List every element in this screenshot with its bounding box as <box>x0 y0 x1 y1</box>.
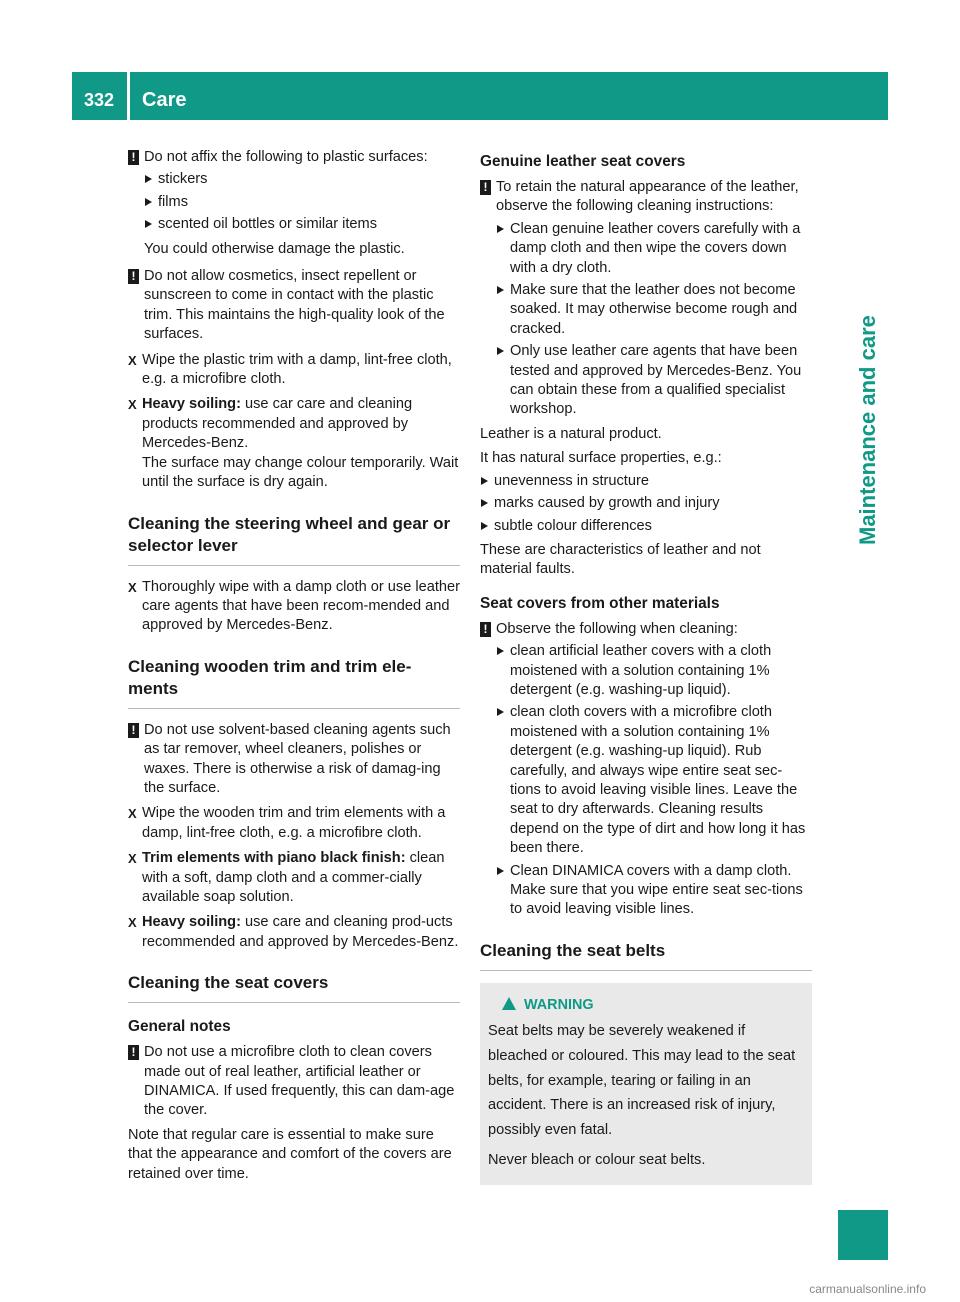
warning-triangle-icon <box>502 997 516 1010</box>
caution-note <box>128 1043 460 1121</box>
list-item: Clean DINAMICA covers with a damp cloth. Make sure that you wipe entire seat sec-tions to avoid leaving visible lines. <box>496 862 812 920</box>
step-arrow-icon: X <box>128 352 137 368</box>
step-text: Thoroughly wipe with a damp cloth or use leather care agents that have been recom-mended and approved by Mercedes-Benz. <box>142 578 460 634</box>
caution-note <box>128 267 460 345</box>
list-item: stickers <box>144 170 460 189</box>
step-arrow-icon: X <box>128 851 137 867</box>
list-item: subtle colour differences <box>480 517 812 536</box>
subsection-heading: Seat covers from other materials <box>480 594 720 612</box>
section-heading: Cleaning the steering wheel and gear or selector lever <box>128 513 460 566</box>
warning-text: Never bleach or colour seat belts. <box>488 1152 706 1169</box>
list-item: unevenness in structure <box>480 472 812 491</box>
step-text: clean with a soft, damp cloth and a commer-cially available soap solution. <box>142 850 445 905</box>
subsection-heading: Genuine leather seat covers <box>480 153 686 170</box>
section-heading: Cleaning the seat covers <box>128 972 460 1003</box>
step-text: use care and cleaning prod-ucts recommended and approved by Mercedes-Benz. <box>142 914 459 950</box>
step-arrow-icon: X <box>128 397 137 413</box>
list-item: Only use leather care agents that have been tested and approved by Mercedes-Benz. You can obtain these from a qualified specialist workshop. <box>496 342 812 420</box>
warning-header <box>488 993 804 1018</box>
instruction-step <box>128 804 460 843</box>
note-text: Do not allow cosmetics, insect repellent or sunscreen to come in contact with the plastic trim. This maintains the high-quality look of the surfaces. <box>144 268 445 343</box>
paragraph: It has natural surface properties, e.g.: <box>480 450 722 467</box>
instruction-step <box>128 578 460 636</box>
list-item: Make sure that the leather does not become soaked. It may otherwise become rough and cracked. <box>496 281 812 339</box>
step-arrow-icon: X <box>128 579 137 595</box>
instruction-step <box>128 395 460 492</box>
step-text: Wipe the wooden trim and trim elements with a damp, lint-free cloth, e.g. a microfibre cloth. <box>142 805 446 841</box>
side-chapter-tab <box>838 120 888 780</box>
list-item: marks caused by growth and injury <box>480 494 812 513</box>
exclamation-icon: ! <box>128 269 139 284</box>
paragraph: Note that regular care is essential to make sure that the appearance and comfort of the covers are retained over time. <box>128 1126 452 1182</box>
step-text: Wipe the plastic trim with a damp, lint-free cloth, e.g. a microfibre cloth. <box>142 351 452 388</box>
left-column <box>128 148 460 1184</box>
caution-note <box>480 620 812 639</box>
page-header <box>72 72 888 120</box>
exclamation-icon: ! <box>128 723 139 738</box>
note-text: To retain the natural appearance of the leather, observe the following cleaning instructions: <box>496 179 799 215</box>
warning-title: WARNING <box>524 996 594 1013</box>
side-marker-block <box>838 1210 888 1260</box>
section-heading: Cleaning wooden trim and trim ele-ments <box>128 656 460 709</box>
side-chapter-label: Maintenance and care <box>855 315 880 545</box>
page-number: 332 <box>83 90 115 110</box>
section-title: Care <box>142 89 187 111</box>
warning-text: Seat belts may be severely weakened if bleached or coloured. This may lead to the seat belts, for example, tearing or failing in an accident. There is an increased risk of injury, possibly even fatal. <box>488 1023 796 1138</box>
step-label: Heavy soiling: <box>142 914 241 931</box>
list-item: films <box>144 193 460 212</box>
note-text: Do not affix the following to plastic surfaces: <box>144 149 428 165</box>
step-arrow-icon: X <box>128 915 137 931</box>
exclamation-icon: ! <box>128 150 139 165</box>
note-text: Do not use a microfibre cloth to clean covers made out of real leather, artificial leather or DINAMICA. If used frequently, this can dam-age the cover. <box>144 1044 455 1119</box>
exclamation-icon: ! <box>480 180 491 195</box>
note-text: Observe the following when cleaning: <box>496 620 738 637</box>
section-heading: Cleaning the seat belts <box>480 940 812 971</box>
right-column <box>480 148 812 1185</box>
step-label: Trim elements with piano black finish: <box>142 850 406 867</box>
note-text: Do not use solvent-based cleaning agents such as tar remover, wheel cleaners, polishes or waxes. There is otherwise a risk of damag-ing the surface. <box>144 721 451 796</box>
caution-note <box>128 721 460 799</box>
step-label: Heavy soiling: <box>142 396 241 413</box>
step-text: The surface may change colour temporarily. Wait until the surface is dry again. <box>142 454 459 491</box>
instruction-step <box>128 913 460 952</box>
list-item: Clean genuine leather covers carefully with a damp cloth and then wipe the covers down with a dry cloth. <box>496 220 812 278</box>
instruction-step <box>128 849 460 907</box>
warning-box <box>480 983 812 1185</box>
instruction-step <box>128 351 460 390</box>
exclamation-icon: ! <box>128 1045 139 1060</box>
paragraph: Leather is a natural product. <box>480 425 662 442</box>
step-text: use car care and cleaning products recommended and approved by Mercedes-Benz. <box>142 396 413 452</box>
caution-note <box>480 178 812 217</box>
note-text: You could otherwise damage the plastic. <box>144 240 405 257</box>
list-item: clean artificial leather covers with a cloth moistened with a solution containing 1% detergent (e.g. washing-up liquid). <box>496 642 812 700</box>
paragraph: These are characteristics of leather and not material faults. <box>480 541 761 578</box>
list-item: scented oil bottles or similar items <box>144 215 460 234</box>
caution-note <box>128 148 460 167</box>
exclamation-icon: ! <box>480 622 491 637</box>
footer-watermark: carmanualsonline.info <box>809 1282 926 1296</box>
list-item: clean cloth covers with a microfibre cloth moistened with a solution containing 1% detergent (e.g. washing-up liquid). Rub carefully, and always wipe entire seat sec-tions to avoid leaving visible lines. Leave the seat to dry afterwards. Cleaning results depend on the type of dirt and how long it has been there. <box>496 703 812 858</box>
step-arrow-icon: X <box>128 806 137 822</box>
subsection-heading: General notes <box>128 1018 231 1036</box>
header-divider <box>127 72 130 120</box>
